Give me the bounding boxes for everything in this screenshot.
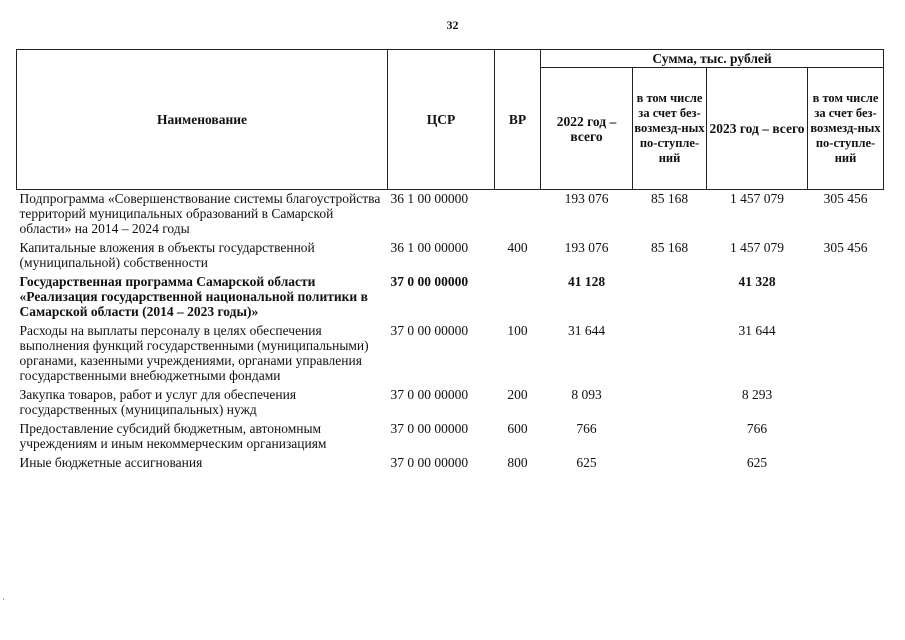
cell-name: Подпрограмма «Совершенствование системы благоустройства территорий муниципальных образований в Самарской области» на 2014 – 2024 годы: [19, 191, 381, 236]
budget-table: [16, 49, 884, 473]
cell-name: Закупка товаров, работ и услуг для обеспечения государственных (муниципальных) нужд: [19, 387, 297, 417]
cell-y2022-gratuitous: 85 168: [650, 191, 689, 206]
cell-y2022-total: 41 128: [567, 274, 606, 289]
cell-name: Капитальные вложения в объекты государственной (муниципальной) собственности: [19, 240, 315, 270]
table-row: [17, 190, 884, 240]
page-number: 32: [446, 18, 459, 32]
cell-y2022-total: 31 644: [567, 323, 606, 338]
header-2022-total: 2022 год – всего: [541, 68, 633, 190]
cell-y2023-total: 766: [746, 421, 768, 436]
header-2023-total: 2023 год – всего: [707, 68, 808, 190]
header-2023-gratuitous: в том числе за счет без-возмезд-ных по-ступле-ний: [808, 68, 884, 190]
cell-y2023-gratuitous: [808, 420, 884, 454]
cell-y2023-total: 31 644: [738, 323, 776, 338]
cell-csr: 37 0 00 00000: [390, 387, 469, 402]
cell-y2023-gratuitous: 305 456: [823, 191, 868, 206]
cell-y2023-gratuitous: [808, 273, 884, 322]
cell-y2023-total: 625: [746, 455, 768, 470]
cell-vr: [495, 190, 541, 240]
cell-csr: 36 1 00 00000: [390, 240, 469, 255]
header-sum: Сумма, тыс. рублей: [541, 50, 884, 68]
cell-y2023-gratuitous: [808, 454, 884, 473]
cell-y2022-total: 8 093: [571, 387, 602, 402]
table-row: [17, 322, 884, 386]
cell-csr: 36 1 00 00000: [390, 191, 469, 206]
cell-y2022-total: 193 076: [564, 240, 609, 255]
cell-y2022-gratuitous: [633, 454, 707, 473]
table-row: [17, 386, 884, 420]
table-row: [17, 420, 884, 454]
cell-y2022-gratuitous: [633, 420, 707, 454]
margin-mark: ·: [2, 594, 5, 604]
table-row: [17, 454, 884, 473]
cell-vr: 400: [507, 240, 528, 255]
cell-csr: 37 0 00 00000: [390, 455, 469, 470]
cell-y2022-total: 193 076: [564, 191, 609, 206]
cell-vr: 200: [507, 387, 528, 402]
cell-vr: [495, 273, 541, 322]
cell-y2023-gratuitous: 305 456: [823, 240, 868, 255]
cell-csr: 37 0 00 00000: [390, 323, 469, 338]
cell-y2022-gratuitous: [633, 273, 707, 322]
table-row: [17, 239, 884, 273]
cell-csr: 37 0 00 00000: [390, 421, 469, 436]
cell-vr: 100: [507, 323, 528, 338]
cell-y2023-gratuitous: [808, 386, 884, 420]
cell-name: Иные бюджетные ассигнования: [19, 455, 203, 470]
table-row: [17, 273, 884, 322]
cell-y2023-total: 1 457 079: [730, 191, 784, 206]
cell-y2022-total: 625: [576, 455, 597, 470]
cell-y2022-gratuitous: [633, 322, 707, 386]
cell-vr: 800: [507, 455, 528, 470]
cell-csr: 37 0 00 00000: [390, 274, 469, 289]
cell-y2023-total: 1 457 079: [730, 240, 784, 255]
cell-y2022-gratuitous: [633, 386, 707, 420]
cell-vr: 600: [507, 421, 528, 436]
cell-y2023-gratuitous: [808, 322, 884, 386]
header-name: Наименование: [17, 50, 388, 190]
cell-y2023-total: 8 293: [741, 387, 773, 402]
table-body: [17, 190, 884, 474]
cell-y2022-total: 766: [576, 421, 597, 436]
header-vr: ВР: [495, 50, 541, 190]
cell-y2022-gratuitous: 85 168: [650, 240, 689, 255]
header-csr: ЦСР: [388, 50, 495, 190]
cell-name: Предоставление субсидий бюджетным, автономным учреждениям и иным некоммерческим организациям: [19, 421, 327, 451]
header-2022-gratuitous: в том числе за счет без-возмезд-ных по-ступле-ний: [633, 68, 707, 190]
cell-y2023-total: 41 328: [738, 274, 776, 289]
cell-name: Расходы на выплаты персоналу в целях обеспечения выполнения функций государственными (муниципальными) органами, казенными учреждениями, органами управления государственными внебюджетными фондами: [19, 323, 369, 383]
cell-name: Государственная программа Самарской области «Реализация государственной национальной политики в Самарской области (2014 – 2023 годы)»: [19, 274, 368, 319]
